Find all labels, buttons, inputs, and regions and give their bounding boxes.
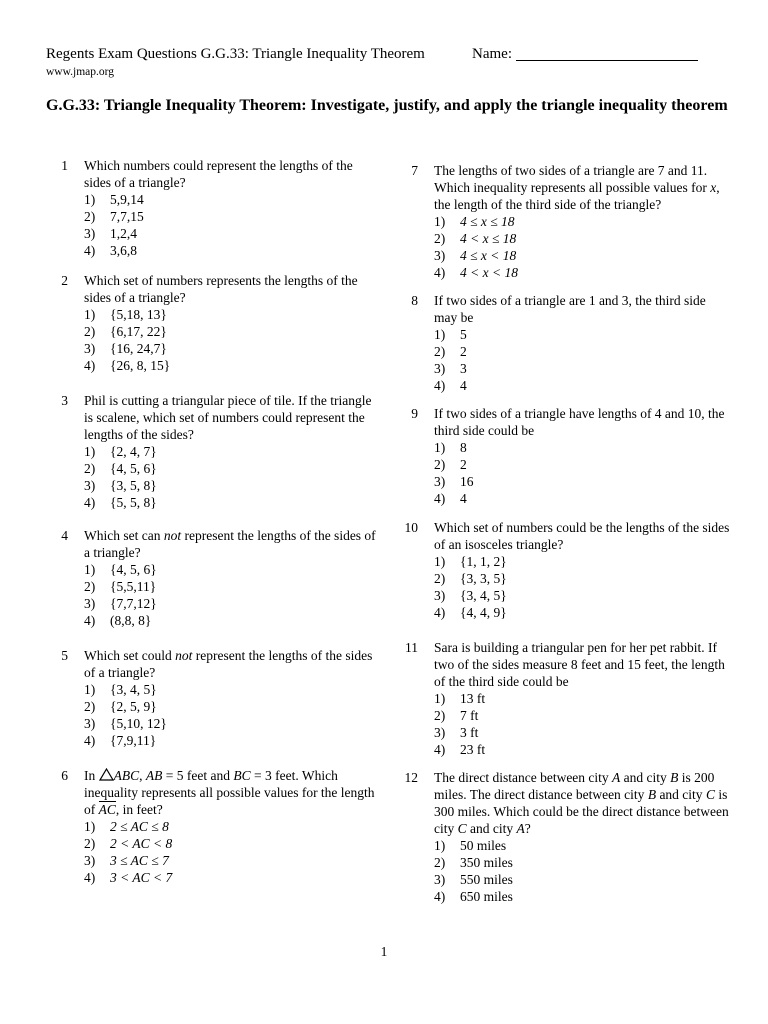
page-number: 1 (380, 944, 388, 959)
option-2: 2) {4, 5, 6} (84, 461, 157, 476)
question-9 (396, 405, 732, 507)
question-number: 1 (61, 158, 68, 173)
option-4: 4) 4 (434, 491, 467, 506)
question-number: 9 (411, 406, 418, 421)
option-1: 1) 13 ft (434, 691, 486, 706)
question-number: 7 (411, 163, 418, 178)
option-1: 1) 5 (434, 327, 467, 342)
option-3: 3) 3 ≤ AC ≤ 7 (84, 853, 169, 868)
question-1 (46, 157, 376, 259)
question-text: Which set can not represent the lengths of the sides of a triangle? (84, 528, 376, 560)
option-2: 2) 2 < AC < 8 (84, 836, 173, 851)
question-number: 10 (404, 520, 418, 535)
option-1: 1) 5,9,14 (84, 192, 144, 207)
option-2: 2) 4 < x ≤ 18 (434, 231, 517, 246)
option-2: 2) 2 (434, 344, 467, 359)
name-field-label (472, 46, 698, 63)
option-3: 3) 1,2,4 (84, 226, 137, 241)
question-number: 8 (411, 293, 418, 308)
question-6 (46, 767, 376, 886)
question-text: Which numbers could represent the lengths of the sides of a triangle? (84, 158, 353, 190)
question-number: 4 (61, 528, 68, 543)
question-number: 12 (404, 770, 418, 785)
option-4: 4) 3 < AC < 7 (84, 870, 173, 885)
question-text: Which set could not represent the lengths of the sides of a triangle? (84, 648, 373, 680)
question-number: 11 (405, 640, 418, 655)
option-1: 1) 8 (434, 440, 467, 455)
option-1: 1) {1, 1, 2} (434, 554, 507, 569)
option-2: 2) 7 ft (434, 708, 479, 723)
question-number: 3 (61, 393, 68, 408)
option-3: 3) {3, 5, 8} (84, 478, 157, 493)
name-blank-line[interactable] (516, 46, 698, 61)
option-1: 1) {4, 5, 6} (84, 562, 157, 577)
option-4: 4) 3,6,8 (84, 243, 137, 258)
question-number: 5 (61, 648, 68, 663)
question-text: Sara is building a triangular pen for her pet rabbit. If two of the sides measure 8 feet and 15 feet, the length of the third side could be (434, 640, 725, 689)
question-text: Which set of numbers could be the lengths of the sides of an isosceles triangle? (434, 520, 730, 552)
segment-ac: AC (98, 802, 116, 817)
option-1: 1) 50 miles (434, 838, 507, 853)
option-4: 4) {26, 8, 15} (84, 358, 171, 373)
option-2: 2) {3, 3, 5} (434, 571, 507, 586)
option-4: 4) {5, 5, 8} (84, 495, 157, 510)
question-text: If two sides of a triangle are 1 and 3, the third side may be (434, 293, 706, 325)
question-text: If two sides of a triangle have lengths of 4 and 10, the third side could be (434, 406, 725, 438)
question-10 (396, 519, 732, 621)
option-4: 4) 650 miles (434, 889, 513, 904)
question-11 (396, 639, 732, 758)
option-4: 4) 4 < x < 18 (434, 265, 518, 280)
question-number: 2 (61, 273, 68, 288)
option-4: 4) 23 ft (434, 742, 486, 757)
option-3: 3) 16 (434, 474, 474, 489)
option-3: 3) 3 ft (434, 725, 479, 740)
question-8 (396, 292, 732, 394)
option-4: 4) {4, 4, 9} (434, 605, 507, 620)
option-1: 1) 4 ≤ x ≤ 18 (434, 214, 515, 229)
option-3: 3) {16, 24,7} (84, 341, 167, 356)
question-5 (46, 647, 376, 749)
source-url: www.jmap.org (46, 66, 115, 78)
option-3: 3) 4 ≤ x < 18 (434, 248, 517, 263)
option-4: 4) 4 (434, 378, 467, 393)
option-2: 2) {6,17, 22} (84, 324, 167, 339)
option-2: 2) 350 miles (434, 855, 513, 870)
question-text: In ABC, AB = 5 feet and BC = 3 feet. Which inequality represents all possible values for the length of AC, in feet? (84, 768, 375, 817)
option-4: 4) (8,8, 8} (84, 613, 152, 628)
question-2 (46, 272, 376, 374)
triangle-symbol-icon (99, 768, 114, 781)
option-3: 3) {3, 4, 5} (434, 588, 507, 603)
option-2: 2) 2 (434, 457, 467, 472)
question-text: Phil is cutting a triangular piece of tile. If the triangle is scalene, which set of numbers could represent the lengths of the sides? (84, 393, 372, 442)
option-3: 3) {7,7,12} (84, 596, 157, 611)
question-number: 6 (61, 768, 68, 783)
option-4: 4) {7,9,11} (84, 733, 157, 748)
document-header-title: Regents Exam Questions G.G.33: Triangle Inequality Theorem (46, 46, 425, 62)
question-text: The lengths of two sides of a triangle are 7 and 11. Which inequality represents all possible values for x, the length of the third side of the triangle? (434, 163, 720, 212)
option-1: 1) {2, 4, 7} (84, 444, 157, 459)
option-2: 2) {2, 5, 9} (84, 699, 157, 714)
question-4 (46, 527, 376, 629)
page-title: G.G.33: Triangle Inequality Theorem: Investigate, justify, and apply the triangle inequality theorem (46, 97, 728, 114)
question-3 (46, 392, 376, 511)
option-3: 3) 3 (434, 361, 467, 376)
option-2: 2) {5,5,11} (84, 579, 157, 594)
option-3: 3) {5,10, 12} (84, 716, 167, 731)
question-7 (396, 162, 732, 281)
option-1: 1) {5,18, 13} (84, 307, 167, 322)
option-1: 1) {3, 4, 5} (84, 682, 157, 697)
question-12 (396, 769, 732, 905)
name-label: Name: (472, 46, 512, 62)
question-text: The direct distance between city A and city B is 200 miles. The direct distance between city B and city C is 300 miles. Which could be the direct distance between city C and city A? (434, 770, 729, 836)
option-3: 3) 550 miles (434, 872, 513, 887)
option-1: 1) 2 ≤ AC ≤ 8 (84, 819, 169, 834)
question-text: Which set of numbers represents the lengths of the sides of a triangle? (84, 273, 358, 305)
option-2: 2) 7,7,15 (84, 209, 144, 224)
